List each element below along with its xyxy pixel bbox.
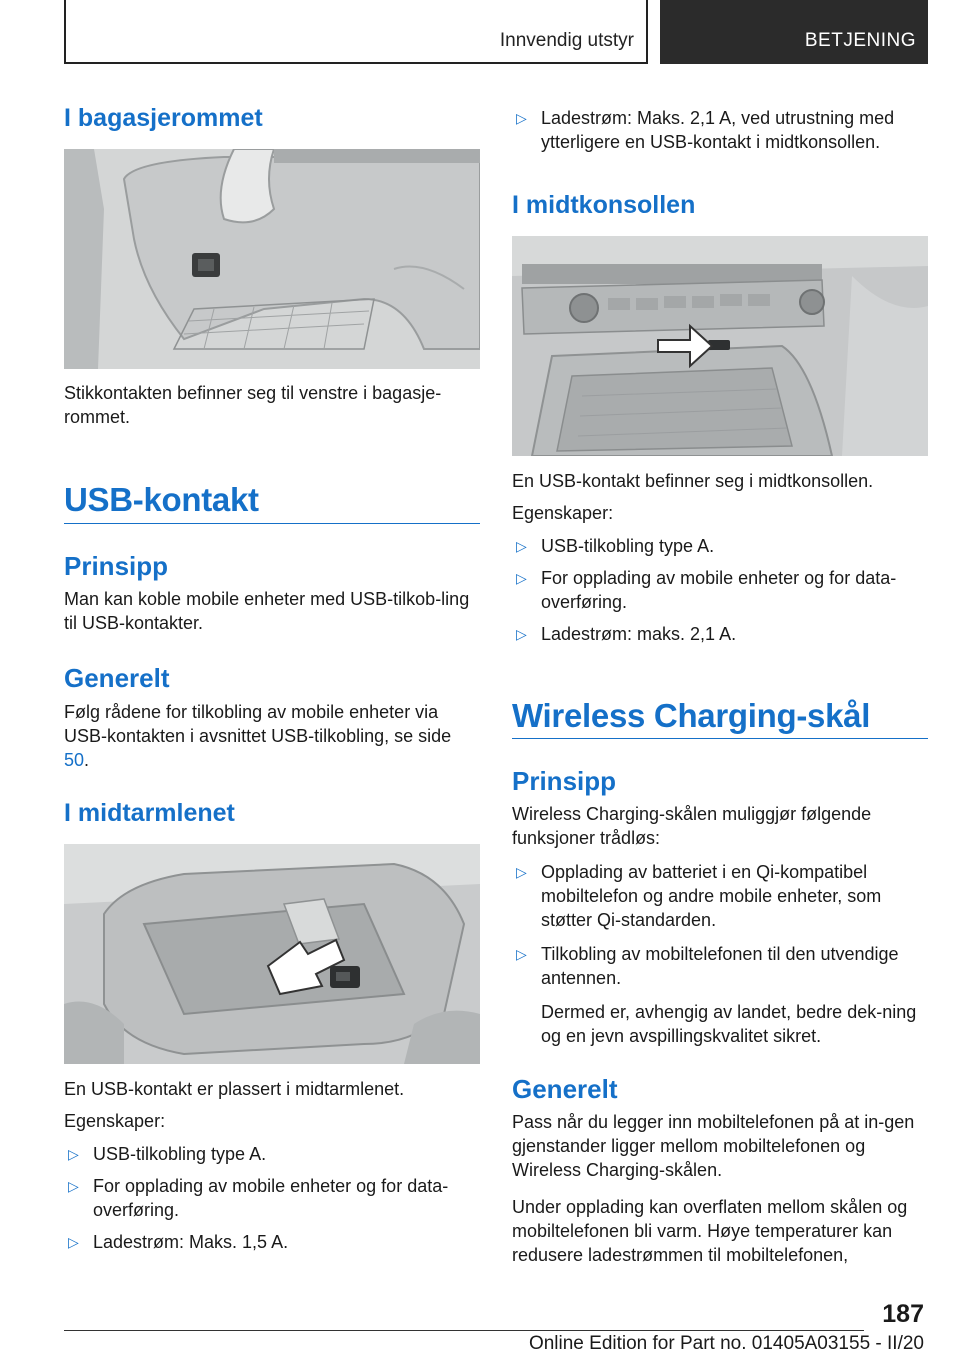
para-generelt-2: Under opplading kan overflaten mellom skålen og mobiltelefonen bli varm. Høye temperaturer kan redusere ladestrømmen til mobiltelefonen, — [512, 1197, 908, 1265]
para-generelt-1: Pass når du legger inn mobiltelefonen på at in-gen gjenstander ligger mellom mobiltelefonen og Wireless Charging-skålen. — [512, 1112, 915, 1180]
para-egenskaper-left: Egenskaper: — [64, 1111, 166, 1131]
footer-rule — [64, 1330, 864, 1331]
section-tab — [64, 0, 648, 64]
heading-midtarmlenet: I midtarmlenet — [64, 799, 235, 827]
section-title: Innvendig utstyr — [499, 30, 634, 51]
para-prinsipp-wireless: Wireless Charging-skålen muliggjør følgende funksjoner trådløs: — [512, 804, 872, 848]
bullet-icon: ▷ — [516, 864, 527, 880]
heading-wireless-charging: Wireless Charging-skål — [512, 697, 871, 734]
chapter-tab — [660, 0, 928, 64]
bullet-icon: ▷ — [516, 110, 527, 126]
para-midtarmlenet: En USB-kontakt er plassert i midtarmlenet. — [64, 1079, 405, 1099]
heading-bagasjerommet: I bagasjerommet — [64, 104, 263, 132]
heading-prinsipp: Prinsipp — [64, 551, 169, 581]
para-dermed: Dermed er, avhengig av landet, bedre dek-ning og en jevn avspillingskvalitet sikret. — [541, 1002, 917, 1046]
page-link[interactable]: 50 — [64, 750, 85, 770]
page-number: 187 — [882, 1300, 924, 1328]
heading-midtkonsollen: I midtkonsollen — [512, 191, 696, 219]
heading-generelt: Generelt — [64, 663, 170, 693]
bullet-icon: ▷ — [516, 946, 527, 962]
heading-usb-kontakt: USB-kontakt — [64, 481, 259, 518]
armrest-socket-image — [64, 844, 480, 1064]
bullet-icon: ▷ — [516, 570, 527, 586]
heading-generelt: Generelt — [512, 1074, 618, 1104]
heading-rule — [512, 738, 928, 739]
para-prinsipp: Man kan koble mobile enheter med USB-tilkob-ling til USB-kontakter. — [64, 589, 470, 633]
chapter-title: BETJENING — [804, 30, 916, 51]
heading-rule — [64, 523, 480, 524]
console-socket-image — [512, 236, 928, 456]
page-header — [64, 0, 928, 64]
para-bagasjerommet: Stikkontakten befinner seg til venstre i bagasje-rommet. — [64, 383, 442, 427]
para-midtkonsollen: En USB-kontakt befinner seg i midtkonsollen. — [512, 471, 874, 491]
bullet-icon: ▷ — [516, 626, 527, 642]
para-egenskaper-right: Egenskaper: — [512, 503, 614, 523]
bullet-icon: ▷ — [68, 1234, 79, 1250]
para-generelt: Følg rådene for tilkobling av mobile enheter via USB-kontakten i avsnittet USB-tilkobling, se side 50. — [64, 702, 452, 770]
bullet-icon: ▷ — [68, 1146, 79, 1162]
heading-prinsipp: Prinsipp — [512, 766, 617, 796]
bullet-icon: ▷ — [516, 538, 527, 554]
trunk-socket-image — [64, 149, 480, 369]
footer-edition: Online Edition for Part no. 01405A03155 - II/20 — [528, 1333, 924, 1354]
bullet-icon: ▷ — [68, 1178, 79, 1194]
